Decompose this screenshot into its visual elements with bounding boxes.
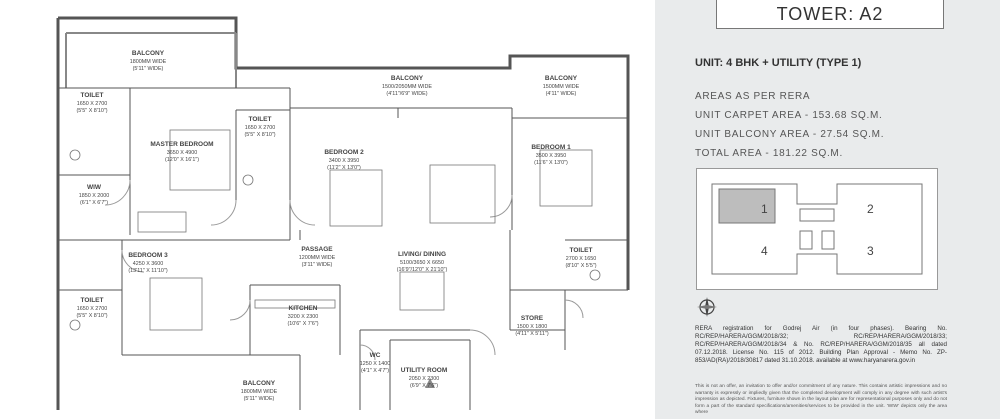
room-dim: (5'5" X 8'10") bbox=[76, 313, 108, 319]
room-dim: 1500 X 1800 bbox=[516, 324, 548, 330]
room-name: BEDROOM 1 bbox=[531, 144, 571, 151]
room-dim: (6'1" X 6'7") bbox=[79, 200, 109, 206]
room-dim: 1500/2050MM WIDE bbox=[381, 84, 433, 90]
room-dim: 2050 X 2300 bbox=[408, 376, 440, 382]
room-dim: (3'11" WIDE) bbox=[301, 262, 333, 268]
total-area: TOTAL AREA - 181.22 SQ.M. bbox=[695, 148, 843, 159]
key-plan-label: 2 bbox=[867, 202, 874, 216]
room-name: TOILET bbox=[80, 297, 104, 304]
room-dim: (5'11" WIDE) bbox=[132, 66, 164, 72]
room-dim: 1500MM WIDE bbox=[542, 84, 580, 90]
room-dim: 1650 X 2700 bbox=[244, 125, 276, 131]
room-name: TOILET bbox=[569, 247, 593, 254]
door-swings bbox=[105, 180, 583, 360]
key-plan-label: 1 bbox=[761, 202, 768, 216]
key-plan bbox=[696, 168, 938, 290]
key-plan-lift bbox=[800, 231, 812, 249]
tower-title: TOWER: A2 bbox=[716, 0, 944, 29]
room-dim: (5'5" X 8'10") bbox=[244, 132, 276, 138]
room-name: WIW bbox=[86, 184, 102, 191]
room-dim: (11'6" X 13'0") bbox=[534, 160, 568, 166]
room-name: BEDROOM 2 bbox=[324, 149, 364, 156]
key-plan-label: 3 bbox=[867, 244, 874, 258]
room-name: PASSAGE bbox=[301, 246, 333, 253]
room-name: BALCONY bbox=[390, 75, 424, 82]
room-name: BEDROOM 3 bbox=[128, 252, 168, 259]
room-dim: (4'11" X 5'11") bbox=[515, 331, 549, 337]
room-dim: (5'11" WIDE) bbox=[243, 396, 275, 402]
room-dim: (4'1" X 4'7") bbox=[360, 368, 390, 374]
key-plan-lift bbox=[822, 231, 834, 249]
room-dim: (8'10" X 5'5") bbox=[565, 263, 597, 269]
room-name: WC bbox=[369, 352, 381, 359]
room-dim: 3650 X 4900 bbox=[166, 150, 198, 156]
toilet-fixture bbox=[70, 320, 80, 330]
key-plan-label: 4 bbox=[761, 244, 768, 258]
room-dim: (4'11" WIDE) bbox=[545, 91, 577, 97]
dining-table bbox=[400, 272, 444, 310]
room-dim: (5'5" X 8'10") bbox=[76, 108, 108, 114]
compass-icon bbox=[696, 296, 718, 318]
room-dim: 3200 X 2300 bbox=[287, 314, 319, 320]
toilet-fixture bbox=[243, 175, 253, 185]
room-dim: (10'6" X 7'6") bbox=[287, 321, 319, 327]
room-name: STORE bbox=[520, 315, 544, 322]
room-dim: 1650 X 2700 bbox=[76, 101, 108, 107]
room-dim: 1200MM WIDE bbox=[298, 255, 336, 261]
room-name: MASTER BEDROOM bbox=[150, 141, 214, 148]
room-name: LIVING/ DINING bbox=[397, 251, 447, 258]
room-dim: 1650 X 2700 bbox=[76, 306, 108, 312]
room-dim: 1800MM WIDE bbox=[129, 59, 167, 65]
room-name: KITCHEN bbox=[288, 305, 318, 312]
room-dim: 1250 X 1400 bbox=[359, 361, 391, 367]
outer-wall bbox=[58, 18, 628, 410]
room-name: TOILET bbox=[248, 116, 272, 123]
room-dim: (16'9"/12'0" X 21'10") bbox=[396, 267, 448, 273]
room-dim: 1850 X 2000 bbox=[78, 193, 110, 199]
room-dim: 5100/3650 X 6650 bbox=[399, 260, 445, 266]
room-dim: (12'0" X 16'1") bbox=[164, 157, 200, 163]
room-dim: (4'11"/6'9" WIDE) bbox=[386, 91, 428, 97]
room-dim: (13'11" X 11'10") bbox=[128, 268, 168, 274]
room-dim: 3500 X 3950 bbox=[535, 153, 567, 159]
room-name: TOILET bbox=[80, 92, 104, 99]
bed-2 bbox=[330, 170, 382, 226]
key-plan-core bbox=[800, 209, 834, 221]
living-sofa bbox=[430, 165, 495, 223]
rera-text: RERA registration for Godrej Air (in four phases). Bearing No. RC/REP/HARERA/GGM/2018/32; RC/REP/HARERA/GGM/2018/33; RC/REP/HARERA/GGM/2018/34 & No. RC/REP/HARERA/GGM/2018/35 all dated 07.12.2018. License No. 115 of 2012. Building Plan Approval - Memo No. ZP-853/AD(RA)/2018/30817 dated 31.10.2018. available at www.haryanarera.gov.in bbox=[695, 325, 947, 364]
master-sofa bbox=[138, 212, 186, 232]
areas-heading: AREAS AS PER RERA bbox=[695, 91, 811, 102]
carpet-area: UNIT CARPET AREA - 153.68 SQ.M. bbox=[695, 110, 883, 121]
toilet-fixture bbox=[590, 270, 600, 280]
balcony-area: UNIT BALCONY AREA - 27.54 SQ.M. bbox=[695, 129, 885, 140]
room-name: BALCONY bbox=[544, 75, 578, 82]
unit-type: UNIT: 4 BHK + UTILITY (TYPE 1) bbox=[695, 57, 862, 69]
room-name: UTILITY ROOM bbox=[400, 367, 448, 374]
room-dim: 1800MM WIDE bbox=[240, 389, 278, 395]
room-dim: (11'2" X 13'0") bbox=[327, 165, 361, 171]
room-name: BALCONY bbox=[242, 380, 276, 387]
info-panel bbox=[655, 0, 1000, 419]
room-dim: 4250 X 3600 bbox=[132, 261, 164, 267]
room-dim: 2700 X 1650 bbox=[565, 256, 597, 262]
disclaimer: This is not an offer, an invitation to offer and/or commitment of any nature. This contains artistic impressions and no warranty is expressly or impliedly given that the completed development will comply in any degree with such artist's impression as depicted. Fixtures, furniture shown in the layout plan are for representational purposes only and do not form a part of the standard specifications/amenities/services to be provided in the unit. 'WIW' depicts only the area where bbox=[695, 384, 947, 416]
bed-3 bbox=[150, 278, 202, 330]
room-name: BALCONY bbox=[131, 50, 165, 57]
interior-walls bbox=[58, 88, 628, 410]
toilet-fixture bbox=[70, 150, 80, 160]
room-dim: (6'9" X 7'6") bbox=[409, 383, 439, 389]
room-dim: 3400 X 3950 bbox=[328, 158, 360, 164]
